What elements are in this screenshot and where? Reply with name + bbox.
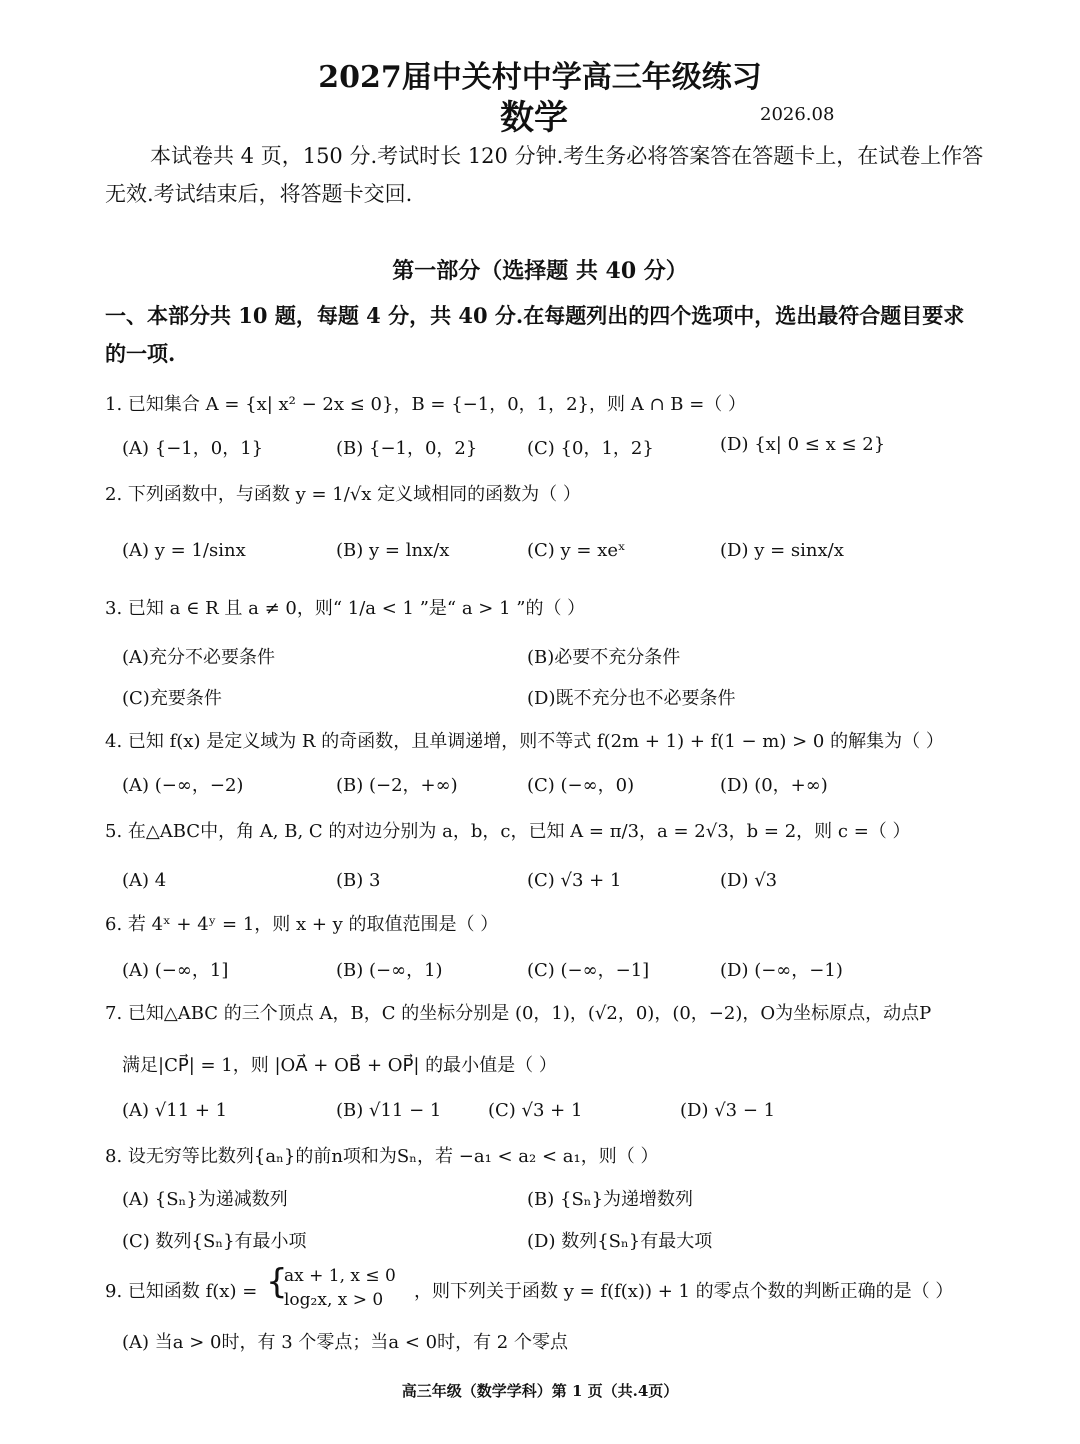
question-2-option-a: (A) y = 1/sinx: [122, 540, 246, 561]
question-4-option-a: (A) (−∞，−2): [122, 775, 244, 796]
question-9-option-a: (A) 当a > 0时，有 3 个零点；当a < 0时，有 2 个零点: [122, 1332, 568, 1353]
question-9-case-2: log₂x, x > 0: [284, 1290, 384, 1310]
question-9-stem: ，则下列关于函数 y = f(f(x)) + 1 的零点个数的判断正确的是（ ）: [414, 1281, 954, 1302]
question-6-stem: 6. 若 4ˣ + 4ʸ = 1，则 x + y 的取值范围是（ ）: [105, 914, 499, 935]
question-8-stem: 8. 设无穷等比数列{aₙ}的前n项和为Sₙ，若 −a₁ < a₂ < a₁，则（ ）: [105, 1146, 659, 1167]
question-7-option-d: (D) √3 − 1: [680, 1100, 776, 1121]
question-3-option-c: (C)充要条件: [122, 688, 222, 709]
question-7-option-b: (B) √11 − 1: [336, 1100, 442, 1121]
part-heading: 第一部分（选择题 共 40 分）: [392, 258, 688, 284]
intro-line-2: 无效.考试结束后，将答题卡交回.: [105, 182, 413, 206]
question-4-stem: 4. 已知 f(x) 是定义域为 R 的奇函数，且单调递增，则不等式 f(2m + 1) + f(1 − m) > 0 的解集为（ ）: [105, 731, 944, 752]
piecewise-brace: {: [266, 1262, 288, 1302]
exam-date: 2026.08: [760, 104, 835, 125]
question-5-option-c: (C) √3 + 1: [527, 870, 622, 891]
question-5-option-d: (D) √3: [720, 870, 778, 891]
question-8-option-b: (B) {Sₙ}为递增数列: [527, 1189, 694, 1210]
question-8-option-a: (A) {Sₙ}为递减数列: [122, 1189, 288, 1210]
instruction-line-2: 的一项.: [105, 341, 176, 366]
question-2-stem: 2. 下列函数中，与函数 y = 1/√x 定义域相同的函数为（ ）: [105, 484, 581, 505]
question-1-option-a: (A) {−1，0，1}: [122, 438, 264, 459]
question-8-option-d: (D) 数列{Sₙ}有最大项: [527, 1231, 713, 1252]
question-7-stem-line-2: 满足|CP⃗| = 1，则 |OA⃗ + OB⃗ + OP⃗| 的最小值是（ ）: [122, 1055, 557, 1076]
question-6-option-d: (D) (−∞，−1): [720, 960, 843, 981]
question-1-stem: 1. 已知集合 A = {x| x² − 2x ≤ 0}，B = {−1，0，1，2}，则 A ∩ B =（ ）: [105, 394, 747, 415]
question-6-option-c: (C) (−∞，−1]: [527, 960, 650, 981]
page-footer: 高三年级（数学学科）第 1 页（共.4页）: [401, 1382, 679, 1400]
question-5-stem: 5. 在△ABC中，角 A, B, C 的对边分别为 a，b，c，已知 A = π/3，a = 2√3，b = 2，则 c =（ ）: [105, 821, 911, 842]
question-4-option-c: (C) (−∞，0): [527, 775, 635, 796]
question-5-option-a: (A) 4: [122, 870, 167, 891]
question-3-stem: 3. 已知 a ∈ R 且 a ≠ 0，则“ 1/a < 1 ”是“ a > 1 ”的（ ）: [105, 598, 586, 619]
question-6-option-b: (B) (−∞，1): [336, 960, 443, 981]
question-2-option-c: (C) y = xeˣ: [527, 540, 626, 561]
exam-title: 2027届中关村中学高三年级练习: [318, 60, 762, 95]
question-7-option-c: (C) √3 + 1: [488, 1100, 583, 1121]
instruction-line-1: 一、本部分共 10 题，每题 4 分，共 40 分.在每题列出的四个选项中，选出最符合题目要求: [105, 303, 965, 328]
question-2-option-d: (D) y = sinx/x: [720, 540, 844, 561]
question-3-option-a: (A)充分不必要条件: [122, 647, 276, 668]
subject-title: 数学: [500, 98, 568, 138]
question-5-option-b: (B) 3: [336, 870, 381, 891]
question-4-option-d: (D) (0，+∞): [720, 775, 828, 796]
question-1-option-b: (B) {−1，0，2}: [336, 438, 478, 459]
question-1-option-c: (C) {0，1，2}: [527, 438, 654, 459]
question-7-option-a: (A) √11 + 1: [122, 1100, 228, 1121]
question-6-option-a: (A) (−∞，1]: [122, 960, 229, 981]
question-4-option-b: (B) (−2，+∞): [336, 775, 458, 796]
question-8-option-c: (C) 数列{Sₙ}有最小项: [122, 1231, 307, 1252]
question-1-option-d: (D) {x| 0 ≤ x ≤ 2}: [720, 434, 886, 455]
question-7-stem: 7. 已知△ABC 的三个顶点 A，B，C 的坐标分别是 (0，1)，(√2，0)，(0，−2)，O为坐标原点，动点P: [105, 1003, 932, 1024]
question-9-case-1: ax + 1, x ≤ 0: [284, 1266, 396, 1286]
question-9-stem-prefix: 9. 已知函数 f(x) =: [105, 1281, 258, 1302]
question-3-option-b: (B)必要不充分条件: [527, 647, 681, 668]
intro-line-1: 本试卷共 4 页，150 分.考试时长 120 分钟.考生务必将答案答在答题卡上，在试卷上作答: [150, 144, 984, 168]
question-2-option-b: (B) y = lnx/x: [336, 540, 450, 561]
question-3-option-d: (D)既不充分也不必要条件: [527, 688, 736, 709]
